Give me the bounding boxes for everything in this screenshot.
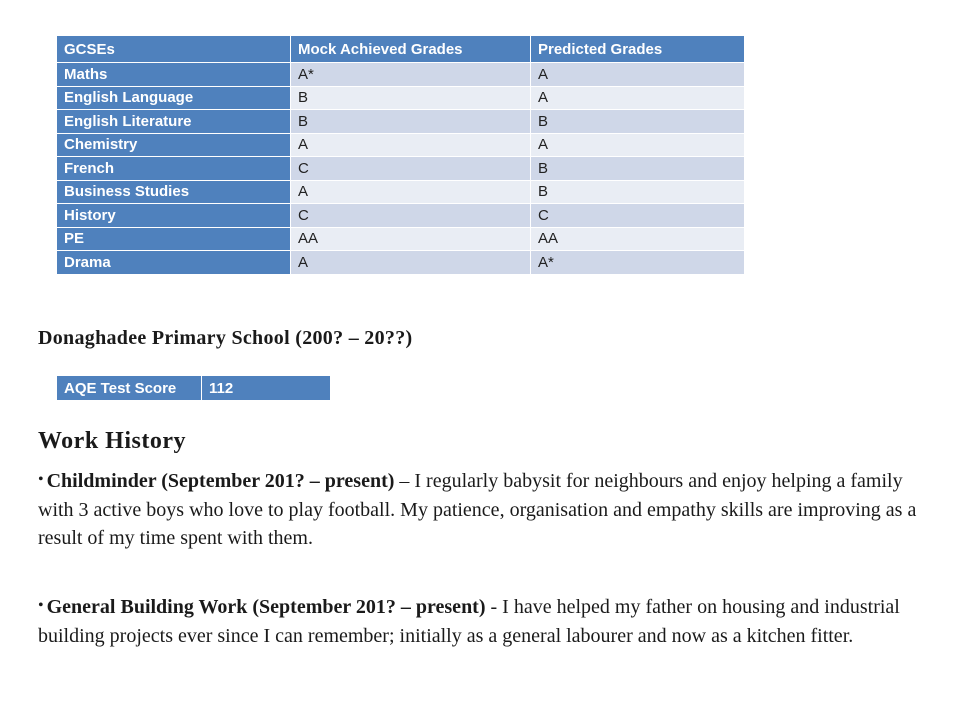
mock-grade-cell: B: [291, 86, 531, 110]
work-entry: [38, 466, 918, 553]
subject-cell: Chemistry: [57, 133, 291, 157]
column-header: Predicted Grades: [531, 36, 745, 63]
table-row: [57, 251, 745, 275]
table-row: [57, 133, 745, 157]
predicted-grade-cell: A: [531, 63, 745, 87]
subject-cell: English Literature: [57, 110, 291, 134]
mock-grade-cell: A*: [291, 63, 531, 87]
column-header: Mock Achieved Grades: [291, 36, 531, 63]
table-row: [57, 180, 745, 204]
work-description: - I have helped my father on housing and industrial building projects ever since I can remember; initially as a general labourer and now as a kitchen fitter.: [38, 596, 900, 647]
predicted-grade-cell: A: [531, 86, 745, 110]
gcse-grades-table: [56, 35, 745, 275]
predicted-grade-cell: B: [531, 110, 745, 134]
aqe-score-table: [56, 375, 331, 401]
predicted-grade-cell: A*: [531, 251, 745, 275]
work-role: Childminder (September 201? – present): [46, 470, 395, 492]
table-row: [57, 110, 745, 134]
predicted-grade-cell: B: [531, 180, 745, 204]
table-row: [57, 227, 745, 251]
bullet-icon: •: [38, 471, 44, 488]
subject-cell: Maths: [57, 63, 291, 87]
subject-cell: PE: [57, 227, 291, 251]
table-header-row: [57, 36, 745, 63]
predicted-grade-cell: AA: [531, 227, 745, 251]
work-history-heading: Work History: [38, 428, 186, 454]
work-description: – I regularly babysit for neighbours and enjoy helping a family with 3 active boys who love to play football. My patience, organisation and empathy skills are improving as a result of my time spent with them.: [38, 470, 917, 549]
school-heading: Donaghadee Primary School (200? – 20??): [38, 327, 413, 349]
table-row: [57, 63, 745, 87]
table-row: [57, 376, 331, 401]
subject-cell: Drama: [57, 251, 291, 275]
work-role: General Building Work (September 201? – present): [46, 596, 486, 618]
subject-cell: English Language: [57, 86, 291, 110]
mock-grade-cell: C: [291, 157, 531, 181]
mock-grade-cell: A: [291, 180, 531, 204]
mock-grade-cell: B: [291, 110, 531, 134]
mock-grade-cell: A: [291, 133, 531, 157]
table-row: [57, 204, 745, 228]
predicted-grade-cell: A: [531, 133, 745, 157]
subject-cell: Business Studies: [57, 180, 291, 204]
bullet-icon: •: [38, 597, 44, 614]
work-entry: [38, 592, 918, 650]
column-header: GCSEs: [57, 36, 291, 63]
subject-cell: French: [57, 157, 291, 181]
aqe-value: 112: [202, 376, 331, 401]
mock-grade-cell: C: [291, 204, 531, 228]
mock-grade-cell: A: [291, 251, 531, 275]
predicted-grade-cell: B: [531, 157, 745, 181]
mock-grade-cell: AA: [291, 227, 531, 251]
table-row: [57, 86, 745, 110]
table-row: [57, 157, 745, 181]
aqe-label: AQE Test Score: [57, 376, 202, 401]
predicted-grade-cell: C: [531, 204, 745, 228]
subject-cell: History: [57, 204, 291, 228]
